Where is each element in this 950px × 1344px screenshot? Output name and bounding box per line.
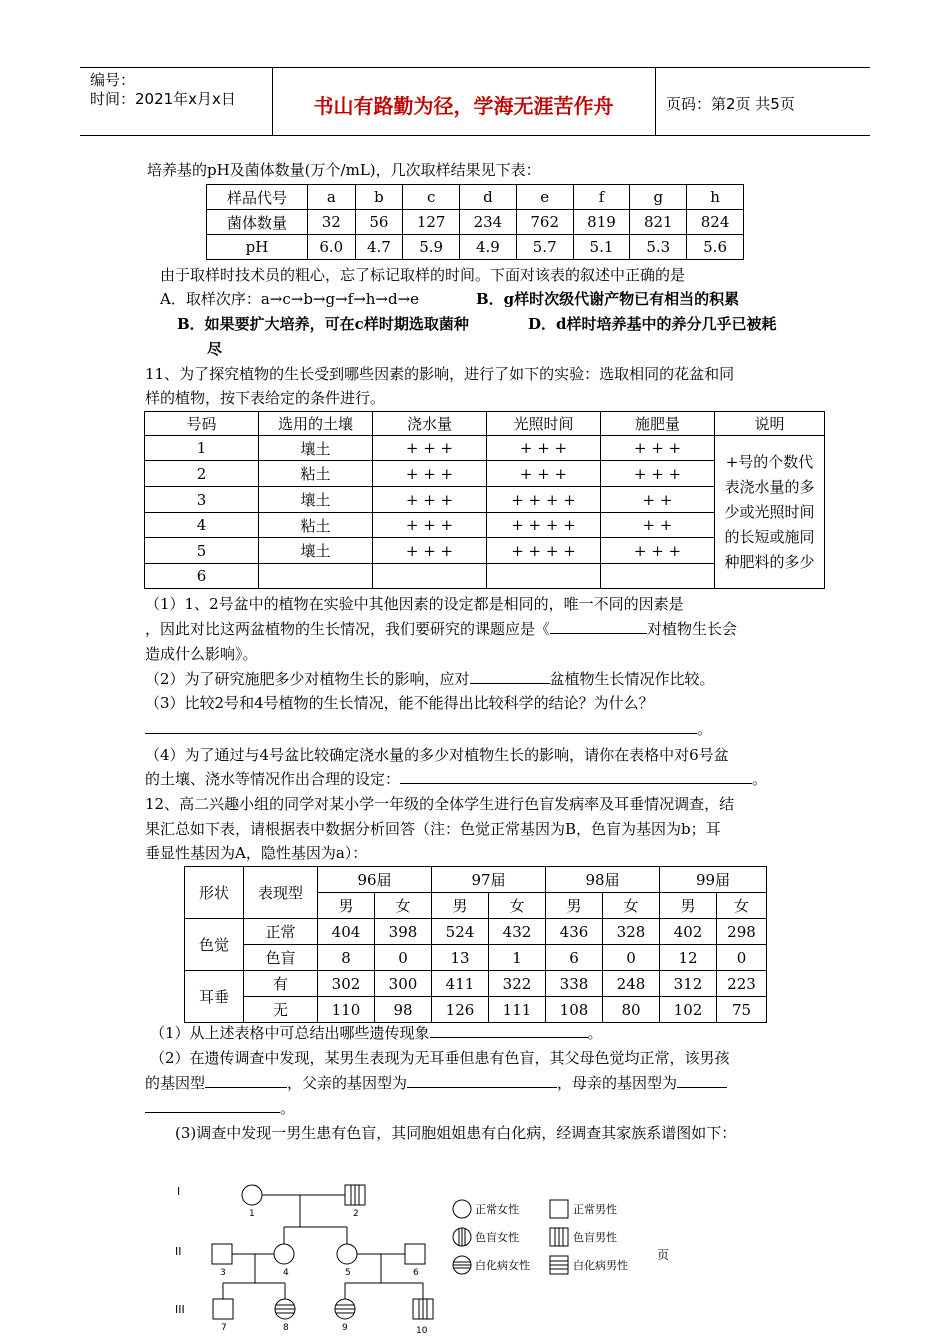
- table-cell: [487, 564, 601, 589]
- table-cell: 施肥量: [601, 412, 715, 436]
- q12-part2-text2: ，父亲的基因型为: [287, 1074, 408, 1092]
- table-cell: 6: [546, 945, 603, 971]
- q11-part1-end: 造成什么影响》。: [145, 645, 258, 663]
- table-cell: 5.6: [687, 235, 744, 260]
- legend-symbol: [550, 1200, 568, 1218]
- legend-label: 正常男性: [573, 1203, 617, 1216]
- table-cell: h: [687, 185, 744, 210]
- table-cell: 127: [403, 210, 460, 235]
- table-row: [207, 210, 744, 235]
- table-cell: + + +: [373, 538, 487, 564]
- table-cell: 男: [318, 893, 375, 919]
- q11-part4-cont: [145, 768, 767, 790]
- generation-label: II: [175, 1245, 182, 1258]
- female-symbol: [337, 1244, 357, 1264]
- table-cell: 404: [318, 919, 375, 945]
- table-cell: 女: [603, 893, 660, 919]
- q12-part1: [150, 1022, 603, 1044]
- q12-line3: 垂显性基因为A，隐性基因为a）：: [145, 844, 368, 862]
- table-cell: 女: [375, 893, 432, 919]
- table-cell: + + +: [373, 461, 487, 487]
- q12-part1-text: （1）从上述表格中可总结出哪些遗传现象: [150, 1024, 430, 1042]
- table-cell: 300: [375, 971, 432, 997]
- table-cell: 粘土: [259, 513, 373, 538]
- table-cell: d: [460, 185, 517, 210]
- table-cell: 男: [546, 893, 603, 919]
- answer-blank[interactable]: [145, 718, 697, 734]
- table-cell: 108: [546, 997, 603, 1023]
- table-cell: 111: [489, 997, 546, 1023]
- answer-blank[interactable]: [470, 668, 550, 684]
- table-row: [145, 412, 825, 436]
- table-cell: 2: [145, 461, 259, 487]
- table-cell: 110: [318, 997, 375, 1023]
- table-cell: 99届: [660, 867, 767, 893]
- table-cell: + + + +: [487, 487, 601, 513]
- answer-blank[interactable]: [145, 1097, 280, 1113]
- q10-option-d-cont: 尽: [207, 340, 223, 358]
- table-cell: 女: [489, 893, 546, 919]
- page-info: 页码：第2页 共5页: [666, 95, 795, 113]
- table-cell: + + +: [601, 538, 715, 564]
- q11-line2: 样的植物，按下表给定的条件进行。: [145, 389, 386, 407]
- generation-label: III: [175, 1303, 185, 1316]
- table-cell: 壤土: [259, 436, 373, 461]
- table-cell: 0: [717, 945, 767, 971]
- header-meta: [90, 71, 236, 109]
- q10-option-d: D．d样时培养基中的养分几乎已被耗: [528, 315, 777, 333]
- table-cell: 432: [489, 919, 546, 945]
- table-row: [185, 867, 767, 893]
- answer-blank[interactable]: [677, 1072, 727, 1088]
- table-cell: 312: [660, 971, 717, 997]
- table-cell: 无: [244, 997, 318, 1023]
- table-cell: 819: [573, 210, 630, 235]
- table-row: [185, 919, 767, 945]
- q11-part2-text2: 盆植物生长情况作比较。: [549, 670, 715, 688]
- q12-table: [184, 866, 767, 1023]
- table-cell: 56: [355, 210, 403, 235]
- table-cell: 398: [375, 919, 432, 945]
- header-top-rule: [80, 67, 870, 68]
- table-cell: 壤土: [259, 538, 373, 564]
- stray-page-mark: 页: [657, 1248, 670, 1262]
- period: 。: [697, 720, 713, 738]
- table-row: [185, 971, 767, 997]
- table-cell: 5.1: [573, 235, 630, 260]
- table-cell: 样品代号: [207, 185, 308, 210]
- answer-blank[interactable]: [430, 1022, 588, 1038]
- table-cell: + +: [601, 487, 715, 513]
- q12-part2-cont: [145, 1072, 727, 1094]
- generation-label: I: [177, 1185, 181, 1198]
- table-row: [145, 436, 825, 461]
- q11-part2-text: （2）为了研究施肥多少对植物生长的影响，应对: [145, 670, 470, 688]
- table-cell: 菌体数量: [207, 210, 308, 235]
- table-cell: 男: [660, 893, 717, 919]
- individual-number: 5: [345, 1268, 351, 1278]
- q11-part2: [145, 668, 715, 690]
- table-cell: 1: [489, 945, 546, 971]
- q10-option-a: A．取样次序：a→c→b→g→f→h→d→e: [160, 290, 420, 308]
- q10-stem: 由于取样时技术员的粗心，忘了标记取样的时间。下面对该表的叙述中正确的是: [160, 266, 686, 284]
- table-cell: 234: [460, 210, 517, 235]
- table-cell: 男: [432, 893, 489, 919]
- q10-table: [206, 184, 744, 260]
- answer-blank[interactable]: [407, 1072, 557, 1088]
- table-cell: 女: [717, 893, 767, 919]
- q10-intro: 培养基的pH及菌体数量(万个/mL)，几次取样结果见下表：: [147, 161, 541, 179]
- legend-label: 正常女性: [475, 1203, 519, 1216]
- table-cell: 3: [145, 487, 259, 513]
- table-cell: 13: [432, 945, 489, 971]
- pedigree-diagram: [165, 1175, 685, 1340]
- table-cell: 粘土: [259, 461, 373, 487]
- table-cell: + +: [601, 513, 715, 538]
- table-cell: 说明: [715, 412, 825, 436]
- table-row: [185, 997, 767, 1023]
- q11-part1-text: ，因此对比这两盆植物的生长情况，我们要研究的课题应是《: [145, 620, 551, 638]
- q10-option-c: B．如果要扩大培养，可在c样时期选取菌种: [177, 315, 469, 333]
- table-cell: 97届: [432, 867, 546, 893]
- table-cell: 4.7: [355, 235, 403, 260]
- table-cell: pH: [207, 235, 308, 260]
- header-bottom-rule: [80, 135, 870, 136]
- answer-blank[interactable]: [550, 618, 647, 634]
- table-cell: 表现型: [244, 867, 318, 919]
- period: 。: [280, 1099, 296, 1117]
- table-cell: 402: [660, 919, 717, 945]
- q11-part4: （4）为了通过与4号盆比较确定浇水量的多少对植物生长的影响，请你在表格中对6号盆: [145, 746, 729, 764]
- legend-label: 白化病男性: [573, 1259, 628, 1272]
- q12-part2-end: [145, 1097, 295, 1119]
- table-cell: 12: [660, 945, 717, 971]
- date-label: 时间：2021年x月x日: [90, 90, 236, 108]
- male-symbol: [213, 1299, 233, 1319]
- q11-part1-cont: [145, 618, 737, 640]
- individual-number: 3: [220, 1268, 226, 1278]
- table-cell: + + +: [373, 513, 487, 538]
- q11-part4-text: 的土壤、浇水等情况作出合理的设定：: [145, 770, 401, 788]
- legend-label: 色盲男性: [573, 1231, 617, 1244]
- table-cell: 4: [145, 513, 259, 538]
- table-cell: g: [630, 185, 687, 210]
- female-symbol: [242, 1185, 262, 1205]
- table-cell: 436: [546, 919, 603, 945]
- individual-number: 6: [413, 1268, 419, 1278]
- table-cell: 5.3: [630, 235, 687, 260]
- q11-line1: 11、为了探究植物的生长受到哪些因素的影响，进行了如下的实验：选取相同的花盆和同: [145, 365, 735, 383]
- period: 。: [587, 1024, 603, 1042]
- q12-part2-text3: ，母亲的基因型为: [557, 1074, 678, 1092]
- table-cell: 形状: [185, 867, 244, 919]
- individual-number: 2: [353, 1209, 359, 1219]
- table-cell: 6.0: [308, 235, 356, 260]
- legend-symbol: [453, 1200, 471, 1218]
- table-row: [185, 945, 767, 971]
- table-cell: b: [355, 185, 403, 210]
- table-cell: 824: [687, 210, 744, 235]
- table-row: [207, 185, 744, 210]
- table-cell: 98届: [546, 867, 660, 893]
- table-cell: 色觉: [185, 919, 244, 971]
- table-cell: 248: [603, 971, 660, 997]
- table-cell: 4.9: [460, 235, 517, 260]
- table-cell: [373, 564, 487, 589]
- individual-number: 9: [342, 1323, 348, 1333]
- table-cell: a: [308, 185, 356, 210]
- table-cell: 322: [489, 971, 546, 997]
- table-cell: + + + +: [487, 513, 601, 538]
- table-cell: 5: [145, 538, 259, 564]
- q11-part3: （3）比较2号和4号植物的生长情况，能不能得出比较科学的结论？为什么？: [145, 694, 654, 712]
- table-cell: 耳垂: [185, 971, 244, 1023]
- table-cell: 8: [318, 945, 375, 971]
- table-cell: 正常: [244, 919, 318, 945]
- table-cell: + + +: [487, 461, 601, 487]
- table-cell: 411: [432, 971, 489, 997]
- table-cell: 32: [308, 210, 356, 235]
- table-cell: + + + +: [487, 538, 601, 564]
- table-cell: 1: [145, 436, 259, 461]
- q11-part1: （1）1、2号盆中的植物在实验中其他因素的设定都是相同的，唯一不同的因素是: [145, 595, 684, 613]
- table-cell: [601, 564, 715, 589]
- q12-line2: 果汇总如下表，请根据表中数据分析回答（注：色觉正常基因为B，色盲为基因为b；耳: [145, 820, 721, 838]
- table-cell: 762: [516, 210, 573, 235]
- q12-part2-text1: 的基因型: [145, 1074, 206, 1092]
- table-cell: 75: [717, 997, 767, 1023]
- table-cell: 298: [717, 919, 767, 945]
- table-cell: + + +: [601, 461, 715, 487]
- q11-part1-text2: 对植物生长会: [647, 620, 738, 638]
- motto: 书山有路勤为径，学海无涯苦作舟: [313, 94, 614, 118]
- table-cell: [259, 564, 373, 589]
- individual-number: 1: [249, 1209, 255, 1219]
- q11-table: [144, 411, 825, 589]
- table-note: +号的个数代表浇水量的多少或光照时间的长短或施同种肥料的多少: [715, 436, 825, 589]
- q12-part3: (3)调查中发现一男生患有色盲，其同胞姐姐患有白化病，经调查其家族系谱图如下：: [175, 1124, 737, 1142]
- table-cell: 6: [145, 564, 259, 589]
- male-symbol: [212, 1244, 232, 1264]
- legend-label: 白化病女性: [475, 1259, 530, 1272]
- individual-number: 7: [221, 1323, 227, 1333]
- female-symbol: [274, 1244, 294, 1264]
- individual-number: 8: [283, 1323, 289, 1333]
- table-cell: 0: [375, 945, 432, 971]
- individual-number: 4: [283, 1268, 289, 1278]
- code-label: 编号：: [90, 71, 136, 89]
- table-cell: 524: [432, 919, 489, 945]
- table-cell: 98: [375, 997, 432, 1023]
- table-cell: 浇水量: [373, 412, 487, 436]
- table-cell: 338: [546, 971, 603, 997]
- table-cell: 223: [717, 971, 767, 997]
- answer-blank[interactable]: [400, 768, 752, 784]
- q10-option-b: B．g样时次级代谢产物已有相当的积累: [476, 290, 740, 308]
- table-cell: + + +: [373, 487, 487, 513]
- table-cell: f: [573, 185, 630, 210]
- table-cell: 96届: [318, 867, 432, 893]
- table-cell: 色盲: [244, 945, 318, 971]
- table-cell: 5.7: [516, 235, 573, 260]
- table-cell: 302: [318, 971, 375, 997]
- table-cell: 壤土: [259, 487, 373, 513]
- table-cell: 光照时间: [487, 412, 601, 436]
- answer-blank[interactable]: [205, 1072, 287, 1088]
- q12-part2: （2）在遗传调查中发现，某男生表现为无耳垂但患有色盲，其父母色觉均正常，该男孩: [150, 1049, 730, 1067]
- period: 。: [752, 770, 768, 788]
- table-cell: 126: [432, 997, 489, 1023]
- individual-number: 10: [416, 1326, 428, 1336]
- table-cell: 80: [603, 997, 660, 1023]
- table-cell: 号码: [145, 412, 259, 436]
- table-cell: e: [516, 185, 573, 210]
- table-cell: 5.9: [403, 235, 460, 260]
- table-cell: 选用的土壤: [259, 412, 373, 436]
- table-cell: c: [403, 185, 460, 210]
- header-divider: [655, 67, 656, 135]
- table-cell: + + +: [601, 436, 715, 461]
- table-cell: 821: [630, 210, 687, 235]
- table-cell: 有: [244, 971, 318, 997]
- q12-line1: 12、高二兴趣小组的同学对某小学一年级的全体学生进行色盲发病率及耳垂情况调查，结: [145, 795, 735, 813]
- legend-label: 色盲女性: [475, 1231, 519, 1244]
- table-cell: 0: [603, 945, 660, 971]
- table-row: [207, 235, 744, 260]
- q11-part3-answer: [145, 718, 712, 740]
- table-cell: + + +: [487, 436, 601, 461]
- table-cell: 328: [603, 919, 660, 945]
- male-symbol: [405, 1244, 425, 1264]
- table-cell: + + +: [373, 436, 487, 461]
- table-cell: 102: [660, 997, 717, 1023]
